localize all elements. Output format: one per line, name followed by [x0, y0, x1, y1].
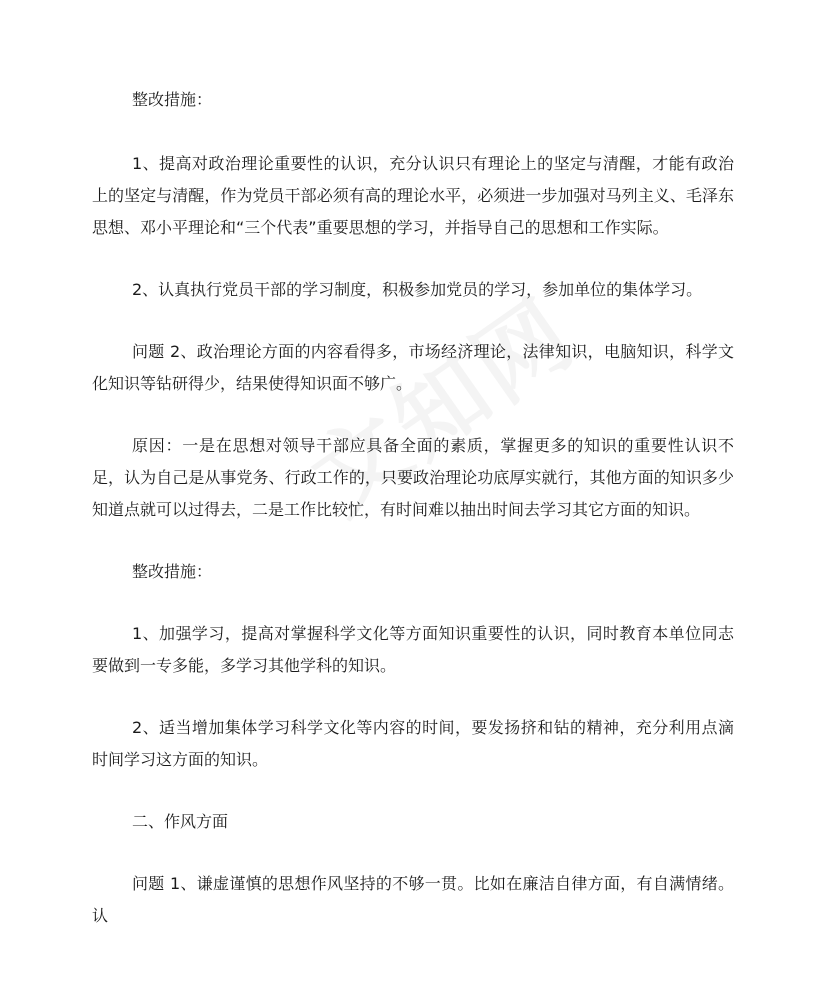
section-heading-work-style: 二、作风方面 [132, 812, 229, 831]
paragraph-measure-1: 1、提高对政治理论重要性的认识，充分认识只有理论上的坚定与清醒，才能有政治上的坚定与清醒，作为党员干部必须有高的理论水平，必须进一步加强对马列主义、毛泽东思想、邓小平理论和“三个代表”重要思想的学习，并指导自己的思想和工作实际。 [92, 154, 734, 237]
paragraph-rectification-heading: 整改措施： [132, 90, 213, 109]
paragraph-measure-1b: 1、加强学习，提高对掌握科学文化等方面知识重要性的认识，同时教育本单位同志要做到一专多能，多学习其他学科的知识。 [92, 624, 734, 675]
paragraph-problem-1-style: 问题 1、谦虚谨慎的思想作风坚持的不够一贯。比如在廉洁自律方面，有自满情绪。认 [92, 874, 734, 925]
paragraph-rectification-heading-2: 整改措施： [132, 562, 213, 581]
paragraph-measure-2: 2、认真执行党员干部的学习制度，积极参加党员的学习，参加单位的集体学习。 [132, 280, 703, 299]
paragraph-problem-2: 问题 2、政治理论方面的内容看得多，市场经济理论，法律知识，电脑知识，科学文化知识等钻研得少，结果使得知识面不够广。 [92, 342, 734, 393]
paragraph-cause: 原因：一是在思想对领导干部应具备全面的素质，掌握更多的知识的重要性认识不足，认为自己是从事党务、行政工作的，只要政治理论功底厚实就行，其他方面的知识多少知道点就可以过得去，二是工作比较忙，有时间难以抽出时间去学习其它方面的知识。 [92, 436, 734, 519]
paragraph-measure-2b: 2、适当增加集体学习科学文化等内容的时间，要发扬挤和钻的精神，充分利用点滴时间学习这方面的知识。 [92, 718, 734, 769]
